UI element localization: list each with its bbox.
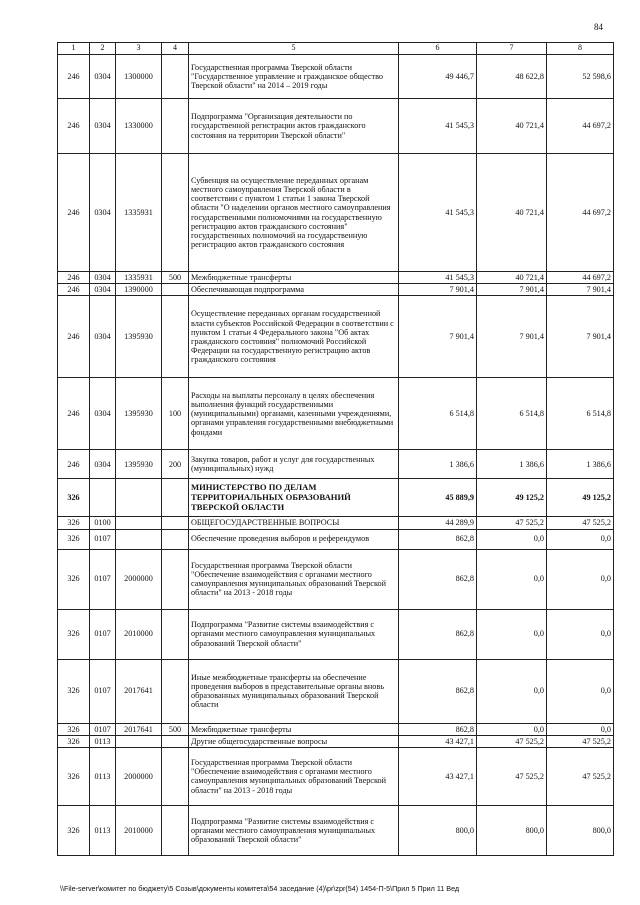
table-row bbox=[58, 549, 614, 609]
column-header: 3 bbox=[116, 43, 162, 55]
cell-amount-3: 44 697,2 bbox=[547, 272, 614, 284]
cell-amount-3: 7 901,4 bbox=[547, 296, 614, 378]
cell-amount-2: 40 721,4 bbox=[477, 99, 547, 154]
cell-amount-1: 45 889,9 bbox=[399, 479, 477, 517]
cell-ministry: 326 bbox=[58, 609, 90, 659]
cell-expense-type: 200 bbox=[162, 450, 189, 479]
table-row bbox=[58, 517, 614, 529]
cell-amount-2: 1 386,6 bbox=[477, 450, 547, 479]
table-row bbox=[58, 735, 614, 747]
table-row bbox=[58, 450, 614, 479]
cell-amount-3: 1 386,6 bbox=[547, 450, 614, 479]
cell-target: 1335931 bbox=[116, 154, 162, 272]
cell-amount-3: 52 598,6 bbox=[547, 55, 614, 99]
cell-expense-type bbox=[162, 517, 189, 529]
table-row bbox=[58, 272, 614, 284]
cell-expense-type bbox=[162, 747, 189, 805]
cell-amount-1: 6 514,8 bbox=[399, 378, 477, 450]
cell-section bbox=[90, 479, 116, 517]
cell-ministry: 326 bbox=[58, 479, 90, 517]
cell-target: 1395930 bbox=[116, 296, 162, 378]
cell-section: 0304 bbox=[90, 272, 116, 284]
cell-section: 0100 bbox=[90, 517, 116, 529]
cell-amount-1: 44 289,9 bbox=[399, 517, 477, 529]
cell-expense-type bbox=[162, 55, 189, 99]
column-header: 6 bbox=[399, 43, 477, 55]
cell-amount-2: 47 525,2 bbox=[477, 735, 547, 747]
cell-amount-3: 49 125,2 bbox=[547, 479, 614, 517]
cell-section: 0107 bbox=[90, 609, 116, 659]
table-row bbox=[58, 378, 614, 450]
cell-amount-3: 47 525,2 bbox=[547, 735, 614, 747]
cell-expense-type bbox=[162, 154, 189, 272]
cell-description: Государственная программа Тверской области "Обеспечение взаимодействия с органами местного самоуправления муниципальных образований Тверской области" на 2013 - 2018 годы bbox=[189, 549, 399, 609]
cell-amount-1: 49 446,7 bbox=[399, 55, 477, 99]
cell-description: МИНИСТЕРСТВО ПО ДЕЛАМ ТЕРРИТОРИАЛЬНЫХ ОБРАЗОВАНИЙ ТВЕРСКОЙ ОБЛАСТИ bbox=[189, 479, 399, 517]
cell-description: Межбюджетные трансферты bbox=[189, 272, 399, 284]
table-row bbox=[58, 99, 614, 154]
cell-amount-3: 6 514,8 bbox=[547, 378, 614, 450]
cell-target: 2000000 bbox=[116, 549, 162, 609]
cell-description: ОБЩЕГОСУДАРСТВЕННЫЕ ВОПРОСЫ bbox=[189, 517, 399, 529]
cell-amount-2: 800,0 bbox=[477, 805, 547, 855]
cell-description: Подпрограмма "Развитие системы взаимодействия с органами местного самоуправления муниципальных образований Тверской области" bbox=[189, 805, 399, 855]
table-row bbox=[58, 723, 614, 735]
cell-section: 0107 bbox=[90, 723, 116, 735]
column-header: 5 bbox=[189, 43, 399, 55]
cell-amount-3: 800,0 bbox=[547, 805, 614, 855]
cell-expense-type: 500 bbox=[162, 723, 189, 735]
cell-amount-3: 44 697,2 bbox=[547, 99, 614, 154]
cell-target: 1395930 bbox=[116, 450, 162, 479]
cell-amount-2: 47 525,2 bbox=[477, 747, 547, 805]
cell-expense-type bbox=[162, 479, 189, 517]
cell-ministry: 326 bbox=[58, 735, 90, 747]
cell-ministry: 246 bbox=[58, 450, 90, 479]
cell-amount-3: 47 525,2 bbox=[547, 747, 614, 805]
budget-table bbox=[57, 42, 614, 856]
cell-expense-type bbox=[162, 99, 189, 154]
cell-expense-type bbox=[162, 805, 189, 855]
cell-ministry: 246 bbox=[58, 378, 90, 450]
footer-file-path: \\File-server\комитет по бюджету\5 Созыв\документы комитета\54 заседание (4)\pr\zpr(54) 1454-П-5\Прил 5 Прил 11 Вед bbox=[60, 884, 460, 893]
cell-target: 2017641 bbox=[116, 659, 162, 723]
cell-expense-type: 500 bbox=[162, 272, 189, 284]
cell-ministry: 246 bbox=[58, 99, 90, 154]
cell-target bbox=[116, 517, 162, 529]
cell-ministry: 246 bbox=[58, 284, 90, 296]
cell-amount-2: 40 721,4 bbox=[477, 272, 547, 284]
cell-section: 0113 bbox=[90, 747, 116, 805]
cell-section: 0304 bbox=[90, 284, 116, 296]
cell-description: Межбюджетные трансферты bbox=[189, 723, 399, 735]
table-row bbox=[58, 479, 614, 517]
cell-amount-1: 862,8 bbox=[399, 659, 477, 723]
page-number: 84 bbox=[594, 22, 603, 32]
column-header: 4 bbox=[162, 43, 189, 55]
cell-section: 0304 bbox=[90, 450, 116, 479]
cell-description: Государственная программа Тверской области "Государственное управление и гражданское общество Тверской области" на 2014 – 2019 годы bbox=[189, 55, 399, 99]
cell-description: Подпрограмма "Развитие системы взаимодействия с органами местного самоуправления муниципальных образований Тверской области" bbox=[189, 609, 399, 659]
cell-section: 0107 bbox=[90, 529, 116, 549]
cell-description: Иные межбюджетные трансферты на обеспечение проведения выборов в представительные органы вновь образованных муниципальных образований Тверской области bbox=[189, 659, 399, 723]
cell-ministry: 246 bbox=[58, 154, 90, 272]
cell-description: Другие общегосударственные вопросы bbox=[189, 735, 399, 747]
cell-amount-1: 43 427,1 bbox=[399, 735, 477, 747]
cell-amount-2: 49 125,2 bbox=[477, 479, 547, 517]
cell-section: 0304 bbox=[90, 99, 116, 154]
cell-ministry: 326 bbox=[58, 549, 90, 609]
cell-section: 0304 bbox=[90, 296, 116, 378]
cell-expense-type bbox=[162, 735, 189, 747]
cell-description: Обеспечение проведения выборов и референдумов bbox=[189, 529, 399, 549]
cell-amount-2: 7 901,4 bbox=[477, 284, 547, 296]
cell-target: 1335931 bbox=[116, 272, 162, 284]
cell-amount-1: 41 545,3 bbox=[399, 154, 477, 272]
cell-ministry: 326 bbox=[58, 723, 90, 735]
cell-amount-2: 0,0 bbox=[477, 549, 547, 609]
table-row bbox=[58, 154, 614, 272]
cell-ministry: 326 bbox=[58, 747, 90, 805]
table-row bbox=[58, 659, 614, 723]
cell-target: 2010000 bbox=[116, 805, 162, 855]
column-header: 1 bbox=[58, 43, 90, 55]
cell-target: 1395930 bbox=[116, 378, 162, 450]
cell-amount-2: 0,0 bbox=[477, 609, 547, 659]
cell-ministry: 326 bbox=[58, 659, 90, 723]
cell-amount-1: 41 545,3 bbox=[399, 99, 477, 154]
cell-amount-2: 0,0 bbox=[477, 529, 547, 549]
cell-expense-type bbox=[162, 284, 189, 296]
table-row bbox=[58, 284, 614, 296]
cell-amount-2: 47 525,2 bbox=[477, 517, 547, 529]
cell-ministry: 326 bbox=[58, 517, 90, 529]
cell-amount-3: 0,0 bbox=[547, 529, 614, 549]
table-row bbox=[58, 805, 614, 855]
column-header: 2 bbox=[90, 43, 116, 55]
cell-expense-type bbox=[162, 529, 189, 549]
cell-description: Осуществление переданных органам государственной власти субъектов Российской Федерации в соответствии с пунктом 1 статьи 4 Федерального закона "Об актах гражданского состояния" полномочий Российской Федерации на государственную регистрацию актов гражданского состояния bbox=[189, 296, 399, 378]
cell-section: 0304 bbox=[90, 154, 116, 272]
cell-amount-1: 7 901,4 bbox=[399, 284, 477, 296]
cell-section: 0107 bbox=[90, 659, 116, 723]
cell-amount-3: 0,0 bbox=[547, 659, 614, 723]
cell-description: Закупка товаров, работ и услуг для государственных (муниципальных) нужд bbox=[189, 450, 399, 479]
cell-amount-1: 862,8 bbox=[399, 529, 477, 549]
cell-section: 0113 bbox=[90, 805, 116, 855]
cell-amount-1: 800,0 bbox=[399, 805, 477, 855]
cell-target: 1390000 bbox=[116, 284, 162, 296]
cell-target: 1330000 bbox=[116, 99, 162, 154]
cell-amount-3: 0,0 bbox=[547, 609, 614, 659]
cell-target: 2010000 bbox=[116, 609, 162, 659]
cell-ministry: 326 bbox=[58, 529, 90, 549]
cell-expense-type bbox=[162, 549, 189, 609]
cell-amount-1: 862,8 bbox=[399, 609, 477, 659]
table-row bbox=[58, 747, 614, 805]
table-row bbox=[58, 529, 614, 549]
cell-expense-type bbox=[162, 609, 189, 659]
cell-amount-2: 0,0 bbox=[477, 659, 547, 723]
cell-amount-2: 40 721,4 bbox=[477, 154, 547, 272]
header-row bbox=[58, 43, 614, 55]
cell-expense-type bbox=[162, 659, 189, 723]
cell-ministry: 246 bbox=[58, 296, 90, 378]
cell-expense-type: 100 bbox=[162, 378, 189, 450]
cell-description: Государственная программа Тверской области "Обеспечение взаимодействия с органами местного самоуправления муниципальных образований Тверской области" на 2013 - 2018 годы bbox=[189, 747, 399, 805]
cell-description: Подпрограмма "Организация деятельности по государственной регистрации актов гражданского состояния на территории Тверской области" bbox=[189, 99, 399, 154]
cell-expense-type bbox=[162, 296, 189, 378]
cell-target bbox=[116, 735, 162, 747]
cell-amount-3: 44 697,2 bbox=[547, 154, 614, 272]
cell-target bbox=[116, 529, 162, 549]
cell-target: 1300000 bbox=[116, 55, 162, 99]
cell-amount-2: 48 622,8 bbox=[477, 55, 547, 99]
cell-target bbox=[116, 479, 162, 517]
cell-amount-2: 0,0 bbox=[477, 723, 547, 735]
cell-ministry: 326 bbox=[58, 805, 90, 855]
cell-amount-2: 7 901,4 bbox=[477, 296, 547, 378]
cell-amount-3: 0,0 bbox=[547, 549, 614, 609]
cell-section: 0304 bbox=[90, 55, 116, 99]
cell-target: 2000000 bbox=[116, 747, 162, 805]
cell-section: 0113 bbox=[90, 735, 116, 747]
table-row bbox=[58, 55, 614, 99]
cell-ministry: 246 bbox=[58, 55, 90, 99]
table-row bbox=[58, 609, 614, 659]
cell-amount-1: 1 386,6 bbox=[399, 450, 477, 479]
column-header: 7 bbox=[477, 43, 547, 55]
column-header: 8 bbox=[547, 43, 614, 55]
cell-target: 2017641 bbox=[116, 723, 162, 735]
cell-amount-1: 43 427,1 bbox=[399, 747, 477, 805]
table-row bbox=[58, 296, 614, 378]
cell-amount-1: 862,8 bbox=[399, 549, 477, 609]
cell-amount-1: 41 545,3 bbox=[399, 272, 477, 284]
cell-amount-1: 862,8 bbox=[399, 723, 477, 735]
cell-amount-2: 6 514,8 bbox=[477, 378, 547, 450]
cell-section: 0107 bbox=[90, 549, 116, 609]
cell-amount-3: 0,0 bbox=[547, 723, 614, 735]
cell-ministry: 246 bbox=[58, 272, 90, 284]
cell-description: Субвенция на осуществление переданных органам местного самоуправления Тверской области в соответствии с пунктом 1 статьи 1 закона Тверской области "О наделении органов местного самоуправления государственными полномочиями на государственную регистрацию актов гражданского состояния" государственных полномочий на государственную регистрацию актов гражданского состояния bbox=[189, 154, 399, 272]
cell-amount-3: 7 901,4 bbox=[547, 284, 614, 296]
cell-description: Расходы на выплаты персоналу в целях обеспечения выполнения функций государственными (муниципальными) органами, казенными учреждениями, органами управления государственными внебюджетными фондами bbox=[189, 378, 399, 450]
cell-section: 0304 bbox=[90, 378, 116, 450]
cell-amount-3: 47 525,2 bbox=[547, 517, 614, 529]
cell-amount-1: 7 901,4 bbox=[399, 296, 477, 378]
cell-description: Обеспечивающая подпрограмма bbox=[189, 284, 399, 296]
